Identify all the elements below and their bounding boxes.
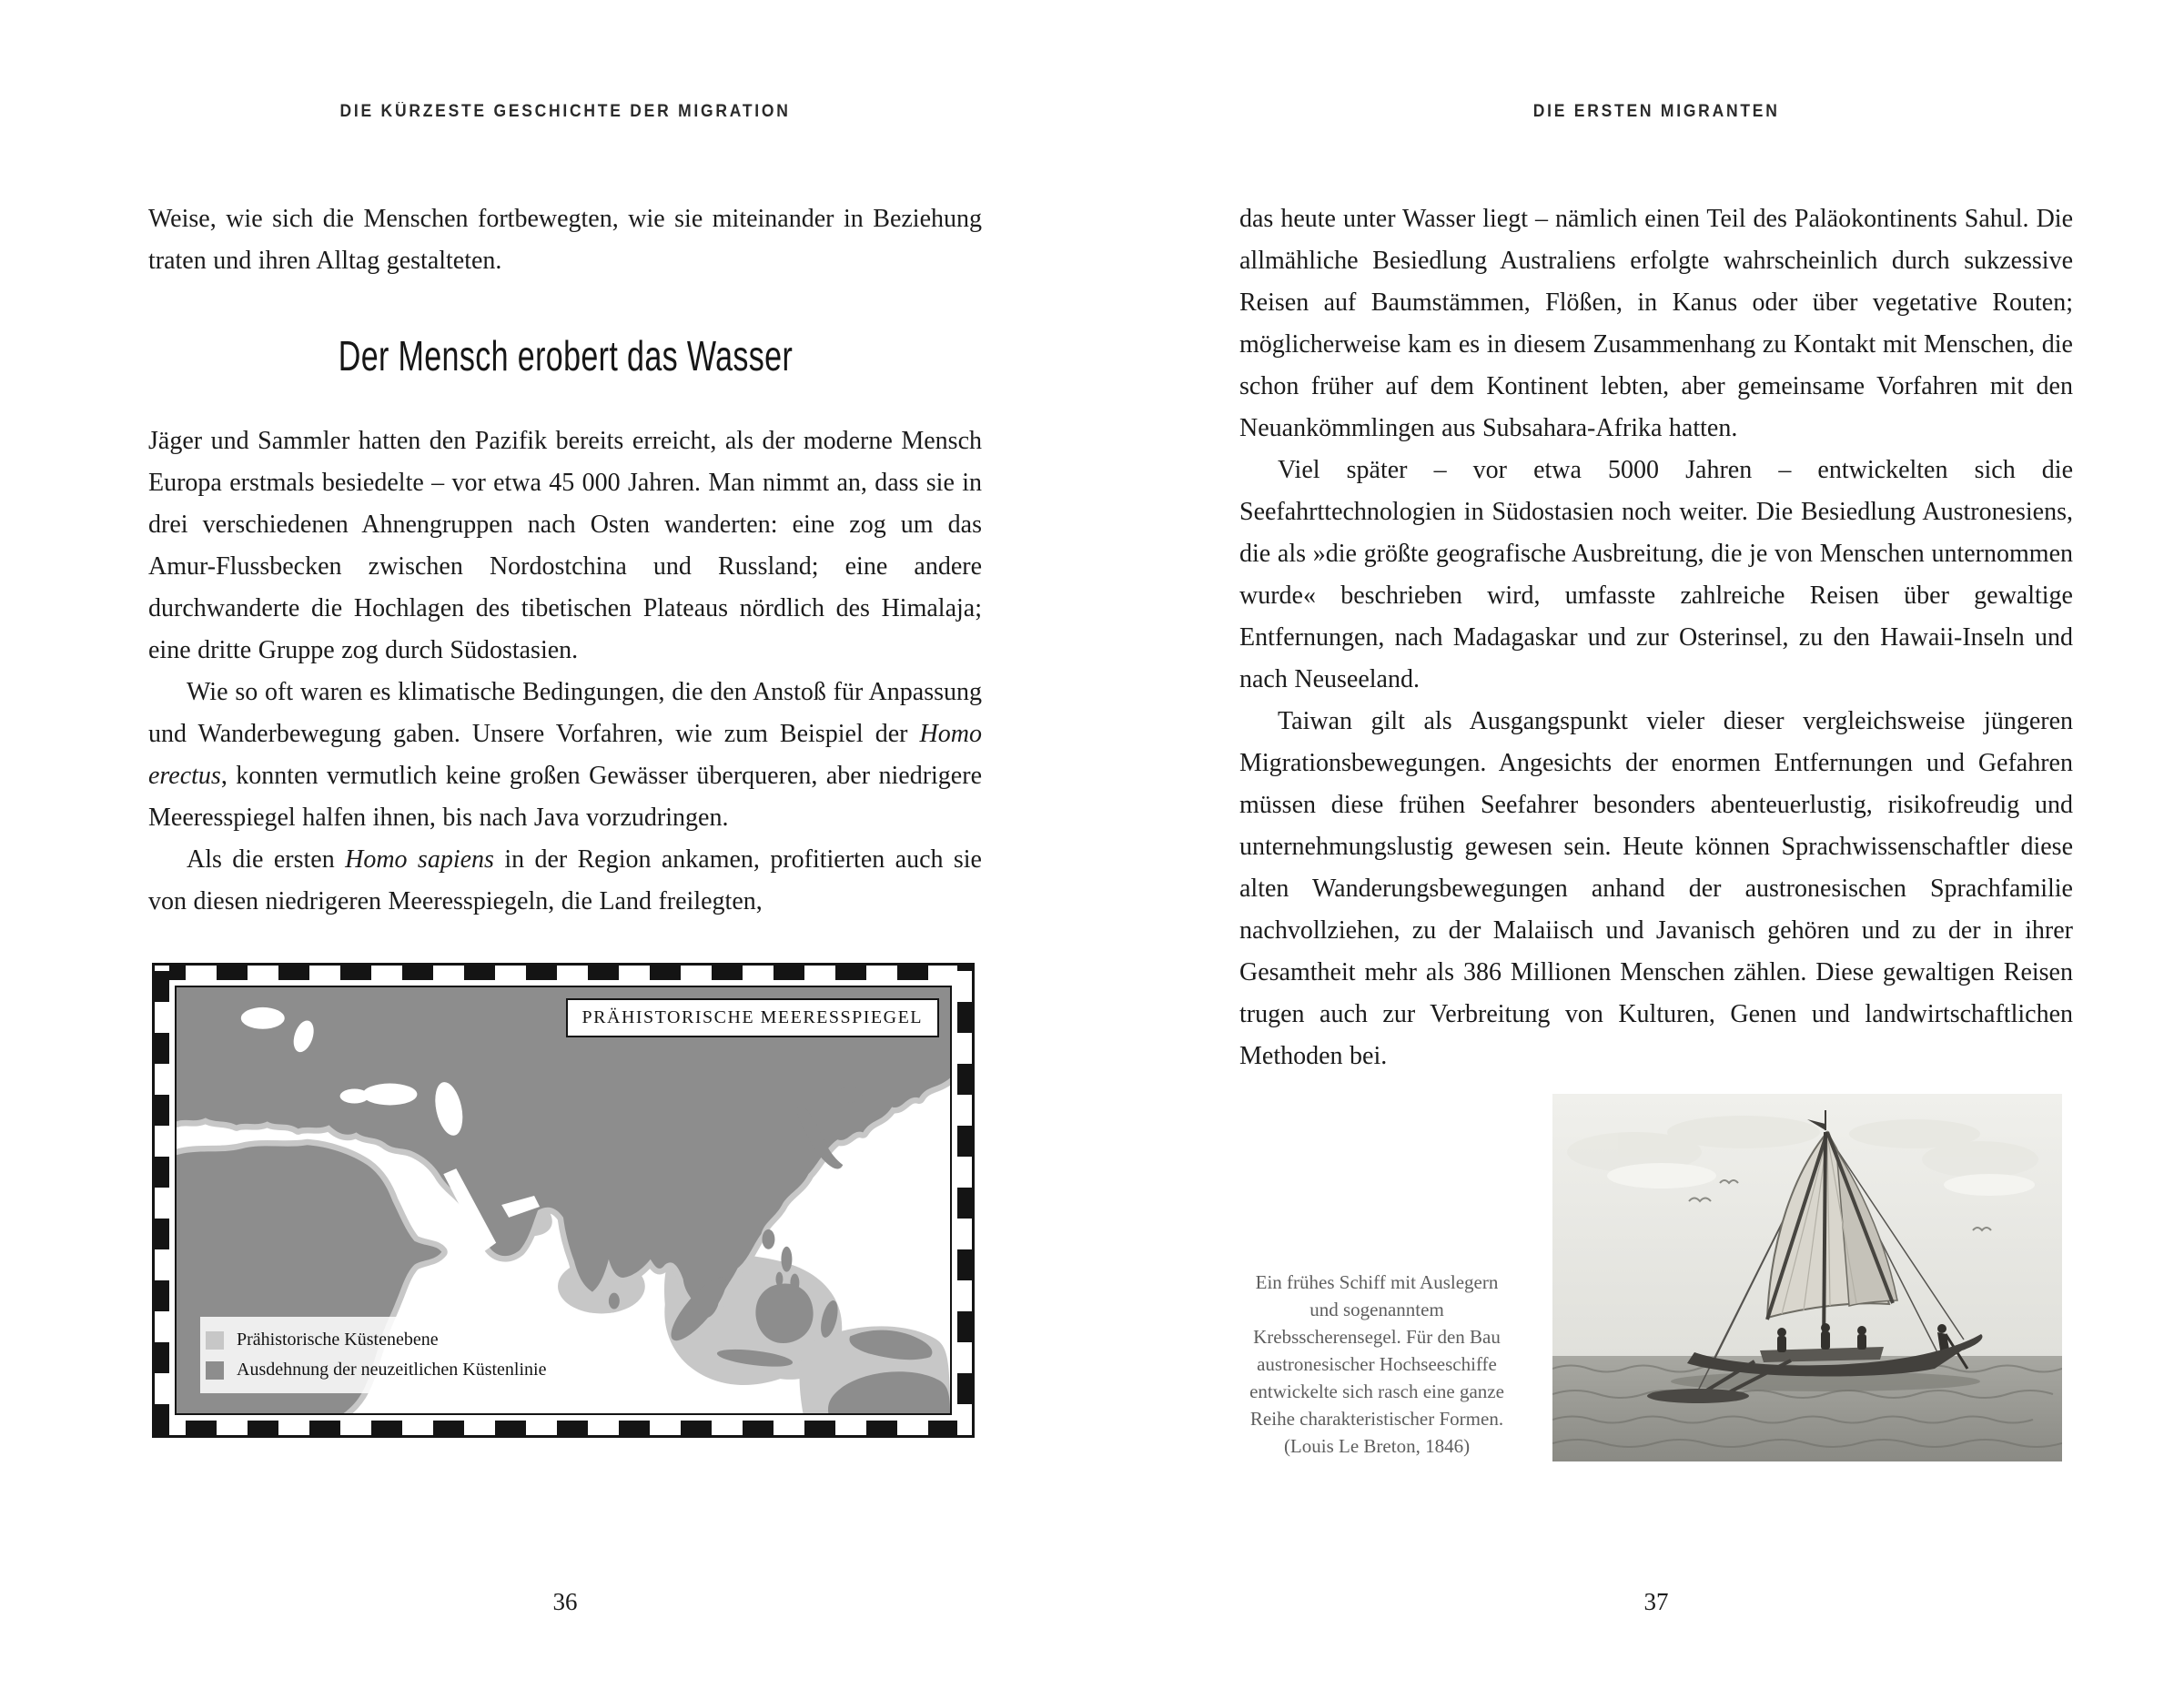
legend-item — [206, 1330, 546, 1350]
paragraph-text: Wie so oft waren es klimatische Bedingungen, die den Anstoß für Anpassung und Wanderbewegung gaben. Unsere Vorfahren, wie zum Beispiel der — [148, 678, 982, 748]
page-number-left: 36 — [552, 1588, 578, 1615]
legend-swatch-coastline — [206, 1361, 224, 1380]
latin-species-name: Homo sapiens — [345, 845, 494, 874]
running-header-right — [1239, 102, 2073, 122]
checker-border-left — [155, 966, 169, 1435]
ship-engraving-image — [1552, 1094, 2062, 1461]
right-text-column — [1239, 102, 2073, 1461]
map-title: PRÄHISTORISCHE MEERESSPIEGEL — [566, 998, 939, 1037]
left-text-column — [148, 102, 982, 1438]
running-header-right-text: DIE ERSTEN MIGRANTEN — [1532, 102, 1780, 121]
paragraph — [148, 672, 982, 839]
running-header-left — [148, 102, 982, 122]
checker-border-top — [155, 966, 972, 980]
ship-engraving-svg — [1552, 1094, 2062, 1461]
paragraph — [148, 839, 982, 923]
running-header-left-text: DIE KÜRZESTE GESCHICHTE DER MIGRATION — [339, 102, 791, 121]
paragraph-text: in der Region ankamen, profitierten auch sie von diesen niedrigeren Meeresspiegeln, die Land freilegten, — [148, 845, 982, 915]
map-checker-frame — [152, 963, 975, 1438]
page-number-right: 37 — [1643, 1588, 1669, 1615]
checker-border-right — [957, 966, 972, 1435]
legend-item — [206, 1360, 546, 1380]
checker-border-bottom — [155, 1421, 972, 1435]
page-right — [1092, 0, 2184, 1699]
paragraph: Taiwan gilt als Ausgangspunkt vieler dieser vergleichsweise jüngeren Migrationsbewegungen. Angesichts der enormen Entfernungen und Gefahren müssen diese frühen Seefahrer besonders abenteuerlustig, risikofreudig und unternehmungslustig gewesen sein. Heute können Sprachwissenschaftler diese alten Wanderungsbewegungen anhand der austronesischen Sprachfamilie nachvollziehen, zu der Malaiisch und Javanisch gehören und zu der in ihrer Gesamtheit mehr als 386 Millionen Menschen zählen. Diese gewaltigen Reisen trugen auch zur Verbreitung von Kulturen, Genen und landwirtschaftlichen Methoden bei. — [1239, 707, 2073, 1070]
legend-swatch-shelf — [206, 1331, 224, 1350]
paragraph: das heute unter Wasser liegt – nämlich einen Teil des Paläokontinents Sahul. Die allmähliche Besiedlung Australiens erfolgte wahrscheinlich durch sukzessive Reisen auf Baumstämmen, Flößen, in Kanus oder über vegetative Routen; möglicherweise kam es in diesem Zusammenhang zu Kontakt mit Menschen, die schon früher auf dem Kontinent lebten, aber gemeinsame Vorfahren mit den Neuankömmlingen aus Subsahara-Afrika hatten. — [1239, 205, 2073, 442]
map-legend — [200, 1317, 551, 1393]
legend-label: Ausdehnung der neuzeitlichen Küstenlinie — [237, 1360, 547, 1380]
intro-paragraph: Weise, wie sich die Menschen fortbewegten, wie sie miteinander in Beziehung traten und ihren Alltag gestalteten. — [148, 205, 982, 275]
paragraph-text: , konnten vermutlich keine großen Gewässer überqueren, aber niedrigere Meeresspiegel halfen ihnen, bis nach Java vorzudringen. — [148, 762, 982, 832]
legend-label: Prähistorische Küstenebene — [237, 1330, 439, 1350]
paragraph: Viel später – vor etwa 5000 Jahren – entwickelten sich die Seefahrttechnologien in Südostasien noch weiter. Die Besiedlung Austronesiens, die als »die größte geografische Ausbreitung, die je von Menschen unternommen wurde« beschrieben wird, umfasste zahlreiche Reisen über gewaltige Entfernungen, nach Madagaskar und zur Osterinsel, zu den Hawaii-Inseln und nach Neuseeland. — [1239, 456, 2073, 693]
section-heading-text: Der Mensch erobert das Wasser — [338, 332, 793, 379]
paragraph-text: Als die ersten — [187, 845, 346, 874]
figure-caption: Ein frühes Schiff mit Auslegern und sogenanntem Krebsscherensegel. Für den Bau austronesischer Hochseeschiffe entwickelte sich rasch eine ganze Reihe charakteristischer Formen. (Louis Le Breton, 1846) — [1249, 1271, 1504, 1457]
section-heading — [148, 331, 982, 380]
latin-species-name: Homo erectus — [148, 720, 982, 790]
ship-figure — [1239, 1094, 2073, 1461]
map-canvas — [175, 986, 952, 1415]
sea-level-map-figure — [152, 963, 975, 1438]
paragraph: Jäger und Sammler hatten den Pazifik bereits erreicht, als der moderne Mensch Europa erstmals besiedelte – vor etwa 45 000 Jahren. Man nimmt an, dass sie in drei verschiedenen Ahnengruppen nach Osten wanderten: eine zog um das Amur-Flussbecken zwischen Nordostchina und Russland; eine andere durchwanderte die Hochlagen des tibetischen Plateaus nördlich des Himalaja; eine dritte Gruppe zog durch Südostasien. — [148, 427, 982, 664]
